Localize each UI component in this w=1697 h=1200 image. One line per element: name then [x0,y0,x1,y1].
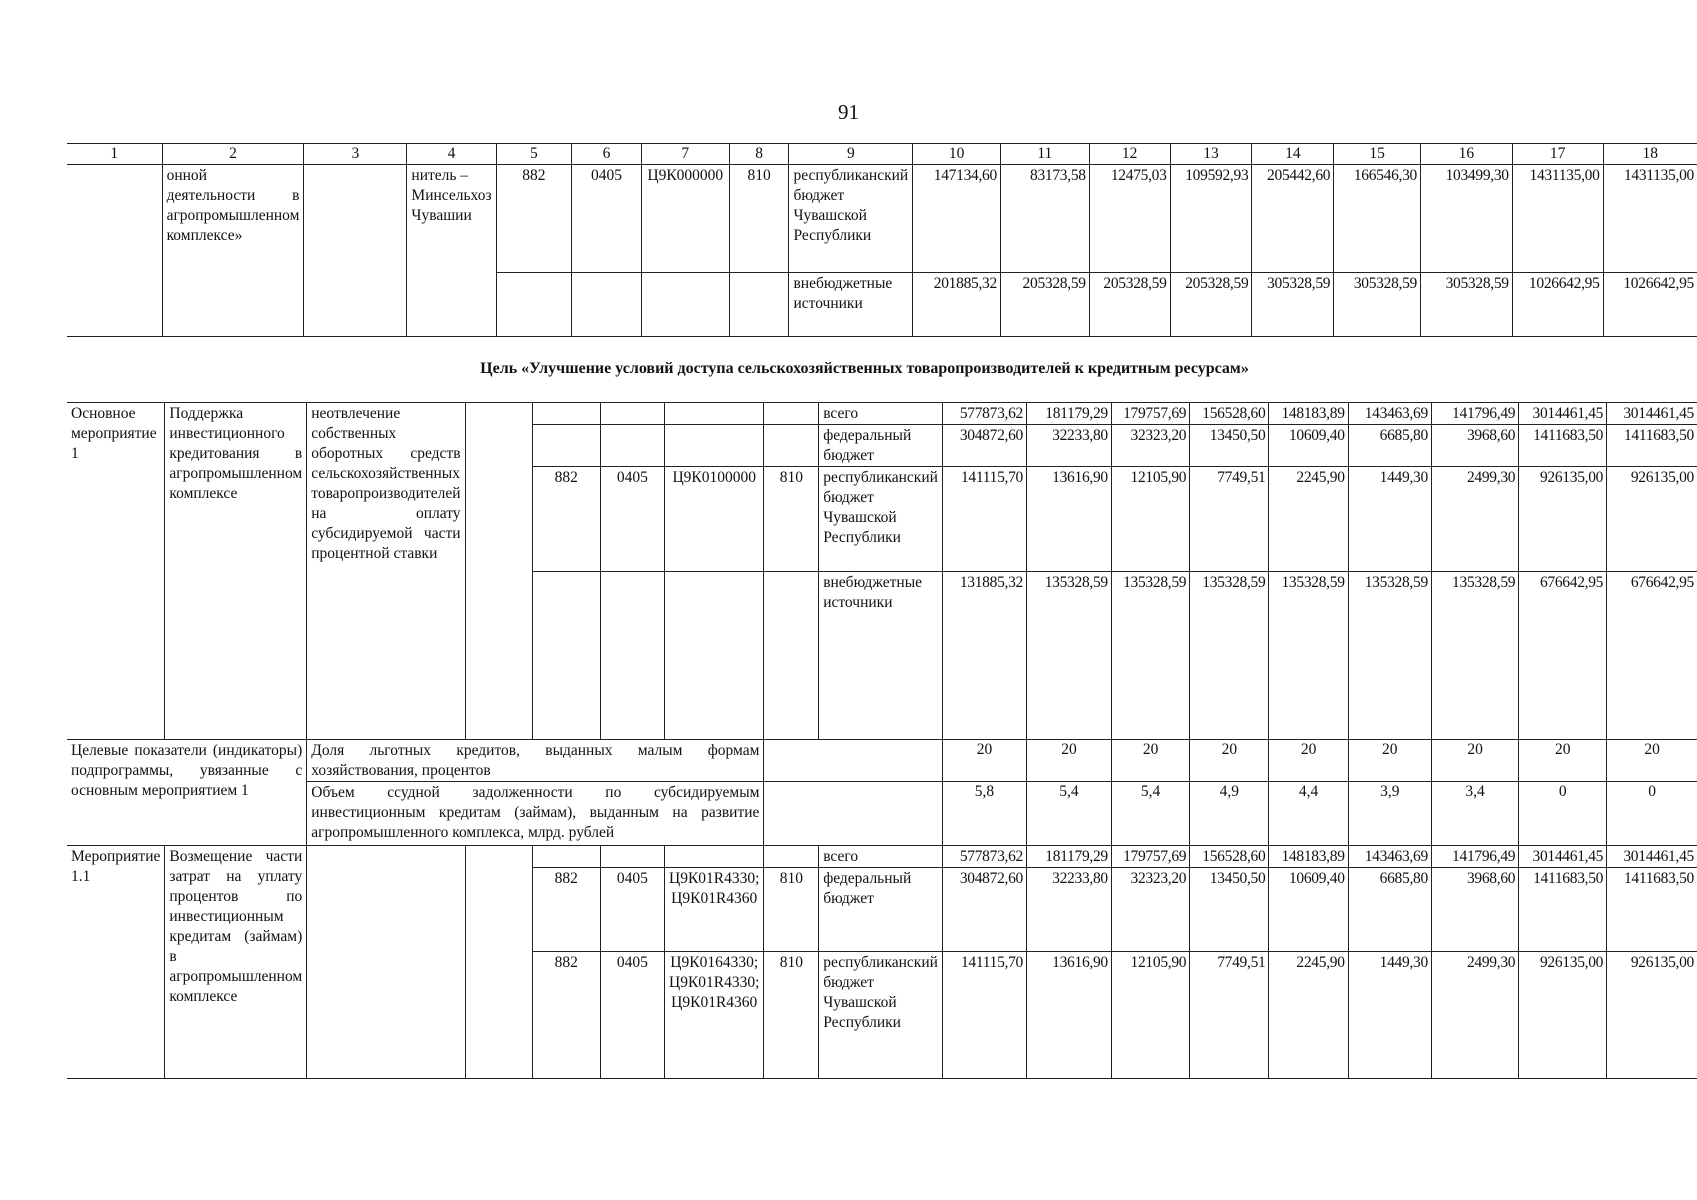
indicator-value-cell: 4,9 [1190,782,1269,846]
value-cell: 7749,51 [1190,467,1269,572]
expected-result-cell: неотвлечение собственных оборотных средств сельскохозяйственных товаропроизводителей на оплату субсидируемой части процентной ставки [307,403,465,740]
target-article-cell [665,846,764,868]
column-number-cell: 4 [407,144,496,165]
section-code-cell: 0405 [572,165,642,273]
indicator-value-cell: 3,4 [1431,782,1518,846]
value-cell: 1449,30 [1348,467,1431,572]
value-cell: 12105,90 [1111,467,1189,572]
grbs-code-cell [532,846,600,868]
funding-source-cell: федеральный бюджет [819,868,943,952]
grbs-code-cell: 882 [496,165,572,273]
executor-cell [465,403,532,740]
executor-cell [465,846,532,1079]
executor-cell: нитель – Минсельхоз Чувашии [407,165,496,337]
value-cell: 1411683,50 [1607,425,1697,467]
section-code-cell [600,425,664,467]
value-cell: 148183,89 [1269,403,1348,425]
value-cell: 1431135,00 [1512,165,1603,273]
value-cell: 205328,59 [1089,273,1170,337]
table-row [67,403,1697,425]
section-code-cell [600,846,664,868]
target-article-cell: Ц9К0100000 [665,467,764,572]
value-cell: 32323,20 [1111,425,1189,467]
target-article-cell: Ц9К0164330; Ц9К01R4330; Ц9К01R4360 [665,952,764,1079]
value-cell: 7749,51 [1190,952,1269,1079]
expense-type-cell [764,572,819,740]
indicator-value-cell: 0 [1607,782,1697,846]
value-cell: 156528,60 [1190,403,1269,425]
target-article-cell [665,425,764,467]
target-article-cell [665,403,764,425]
section-code-cell [572,273,642,337]
value-cell: 205328,59 [1170,273,1252,337]
value-cell: 3014461,45 [1519,403,1607,425]
column-number-cell: 1 [67,144,162,165]
value-cell: 32323,20 [1111,868,1189,952]
funding-source-cell: федеральный бюджет [819,425,943,467]
column-number-cell: 15 [1334,144,1421,165]
column-number-cell: 18 [1603,144,1697,165]
value-cell: 3014461,45 [1519,846,1607,868]
expense-type-cell [764,425,819,467]
indicator-value-cell: 20 [1027,740,1112,782]
indicator-spacer-cell [764,740,943,782]
value-cell: 304872,60 [942,425,1026,467]
value-cell: 135328,59 [1348,572,1431,740]
expense-type-cell: 810 [764,952,819,1079]
value-cell: 2245,90 [1269,952,1348,1079]
value-cell: 179757,69 [1111,403,1189,425]
section-code-cell [600,403,664,425]
indicator-value-cell: 5,4 [1111,782,1189,846]
value-cell: 10609,40 [1269,425,1348,467]
grbs-code-cell [532,572,600,740]
value-cell: 1411683,50 [1519,425,1607,467]
event-name-cell: Поддержка инвестиционного кредитования в агропромышленном комплексе [165,403,307,740]
event-type-cell: Мероприятие 1.1 [67,846,165,1079]
funding-source-cell: внебюджетные источники [789,273,913,337]
indicator-value-cell: 5,4 [1027,782,1112,846]
indicator-value-cell: 20 [1348,740,1431,782]
event-type-cell: Основное мероприятие 1 [67,403,165,740]
value-cell: 181179,29 [1027,403,1112,425]
expense-type-cell: 810 [729,165,789,273]
value-cell: 13616,90 [1027,467,1112,572]
column-number-cell: 12 [1089,144,1170,165]
value-cell: 305328,59 [1252,273,1334,337]
column-number-cell: 2 [162,144,304,165]
section-code-cell: 0405 [600,467,664,572]
value-cell: 135328,59 [1269,572,1348,740]
section-code-cell: 0405 [600,952,664,1079]
indicator-row [67,740,1697,782]
grbs-code-cell [496,273,572,337]
expense-type-cell: 810 [764,868,819,952]
indicator-value-cell: 4,4 [1269,782,1348,846]
value-cell: 577873,62 [942,403,1026,425]
table-row [67,846,1697,868]
indicator-text-cell: Доля льготных кредитов, выданных малым формам хозяйствования, процентов [307,740,764,782]
grbs-code-cell [532,403,600,425]
value-cell: 141115,70 [942,467,1026,572]
target-article-cell: Ц9К000000 [641,165,729,273]
indicators-label-cell: Целевые показатели (индикаторы) подпрограммы, увязанные с основным мероприятием 1 [67,740,307,846]
value-cell: 135328,59 [1111,572,1189,740]
value-cell: 1411683,50 [1607,868,1697,952]
section-code-cell [600,572,664,740]
value-cell: 103499,30 [1421,165,1513,273]
indicator-value-cell: 20 [942,740,1026,782]
indicator-spacer-cell [764,782,943,846]
event-name-cell: онной деятельности в агропромышленном комплексе» [162,165,304,337]
column-number-row [67,144,1697,165]
value-cell: 6685,80 [1348,868,1431,952]
value-cell: 2499,30 [1431,467,1518,572]
value-cell: 141796,49 [1431,403,1518,425]
cell-col1 [67,165,162,337]
grbs-code-cell: 882 [532,467,600,572]
value-cell: 156528,60 [1190,846,1269,868]
value-cell: 148183,89 [1269,846,1348,868]
value-cell: 147134,60 [913,165,1001,273]
grbs-code-cell: 882 [532,952,600,1079]
table-row [67,165,1697,273]
value-cell: 32233,80 [1027,868,1112,952]
indicator-value-cell: 3,9 [1348,782,1431,846]
expense-type-cell [764,846,819,868]
value-cell: 926135,00 [1519,952,1607,1079]
value-cell: 3014461,45 [1607,846,1697,868]
grbs-code-cell: 882 [532,868,600,952]
value-cell: 304872,60 [942,868,1026,952]
funding-source-cell: всего [819,846,943,868]
value-cell: 3968,60 [1431,868,1518,952]
column-number-cell: 14 [1252,144,1334,165]
value-cell: 135328,59 [1190,572,1269,740]
indicator-value-cell: 20 [1607,740,1697,782]
column-number-cell: 9 [789,144,913,165]
expense-type-cell: 810 [764,467,819,572]
value-cell: 305328,59 [1421,273,1513,337]
column-number-cell: 16 [1421,144,1513,165]
value-cell: 1026642,95 [1512,273,1603,337]
value-cell: 2499,30 [1431,952,1518,1079]
target-article-cell: Ц9К01R4330; Ц9К01R4360 [665,868,764,952]
column-number-cell: 17 [1512,144,1603,165]
column-number-cell: 7 [641,144,729,165]
value-cell: 12105,90 [1111,952,1189,1079]
value-cell: 577873,62 [942,846,1026,868]
value-cell: 141796,49 [1431,846,1518,868]
program-table-continued [67,143,1697,337]
value-cell: 13450,50 [1190,868,1269,952]
indicator-value-cell: 20 [1111,740,1189,782]
column-number-cell: 3 [304,144,407,165]
column-number-cell: 13 [1170,144,1252,165]
indicator-value-cell: 20 [1519,740,1607,782]
value-cell: 143463,69 [1348,846,1431,868]
section-code-cell: 0405 [600,868,664,952]
value-cell: 926135,00 [1607,952,1697,1079]
column-number-cell: 11 [1000,144,1089,165]
event-name-cell: Возмещение части затрат на уплату процентов по инвестиционным кредитам (займам) в агропромышленном комплексе [165,846,307,1079]
column-number-cell: 5 [496,144,572,165]
value-cell: 676642,95 [1607,572,1697,740]
column-number-cell: 6 [572,144,642,165]
value-cell: 13450,50 [1190,425,1269,467]
indicator-text-cell: Объем ссудной задолженности по субсидируемым инвестиционным кредитам (займам), выданным на развитие агропромышленного комплекса, млрд. рублей [307,782,764,846]
value-cell: 676642,95 [1519,572,1607,740]
program-table [67,402,1697,1079]
value-cell: 143463,69 [1348,403,1431,425]
page-number: 91 [838,100,859,124]
value-cell: 32233,80 [1027,425,1112,467]
indicator-value-cell: 5,8 [942,782,1026,846]
value-cell: 3968,60 [1431,425,1518,467]
indicator-value-cell: 20 [1269,740,1348,782]
value-cell: 205442,60 [1252,165,1334,273]
value-cell: 1431135,00 [1603,165,1697,273]
value-cell: 179757,69 [1111,846,1189,868]
indicator-value-cell: 20 [1190,740,1269,782]
indicator-value-cell: 20 [1431,740,1518,782]
value-cell: 109592,93 [1170,165,1252,273]
funding-source-cell: республиканский бюджет Чувашской Республики [819,467,943,572]
expense-type-cell [729,273,789,337]
value-cell: 6685,80 [1348,425,1431,467]
expense-type-cell [764,403,819,425]
value-cell: 2245,90 [1269,467,1348,572]
value-cell: 166546,30 [1334,165,1421,273]
column-number-cell: 10 [913,144,1001,165]
value-cell: 83173,58 [1000,165,1089,273]
funding-source-cell: республиканский бюджет Чувашской Республики [819,952,943,1079]
value-cell: 201885,32 [913,273,1001,337]
column-number-cell: 8 [729,144,789,165]
grbs-code-cell [532,425,600,467]
goal-heading: Цель «Улучшение условий доступа сельскохозяйственных товаропроизводителей к кредитным ресурсам» [480,360,1249,377]
value-cell: 135328,59 [1431,572,1518,740]
target-article-cell [665,572,764,740]
indicator-row [67,782,1697,846]
value-cell: 1411683,50 [1519,868,1607,952]
value-cell: 1449,30 [1348,952,1431,1079]
value-cell: 1026642,95 [1603,273,1697,337]
funding-source-cell: всего [819,403,943,425]
value-cell: 926135,00 [1519,467,1607,572]
value-cell: 3014461,45 [1607,403,1697,425]
expected-result-cell [307,846,465,1079]
value-cell: 131885,32 [942,572,1026,740]
funding-source-cell: внебюджетные источники [819,572,943,740]
indicator-value-cell: 0 [1519,782,1607,846]
cell-col3 [304,165,407,337]
target-article-cell [641,273,729,337]
value-cell: 205328,59 [1000,273,1089,337]
value-cell: 13616,90 [1027,952,1112,1079]
value-cell: 181179,29 [1027,846,1112,868]
value-cell: 141115,70 [942,952,1026,1079]
value-cell: 12475,03 [1089,165,1170,273]
value-cell: 305328,59 [1334,273,1421,337]
value-cell: 10609,40 [1269,868,1348,952]
value-cell: 926135,00 [1607,467,1697,572]
value-cell: 135328,59 [1027,572,1112,740]
funding-source-cell: республиканский бюджет Чувашской Республики [789,165,913,273]
